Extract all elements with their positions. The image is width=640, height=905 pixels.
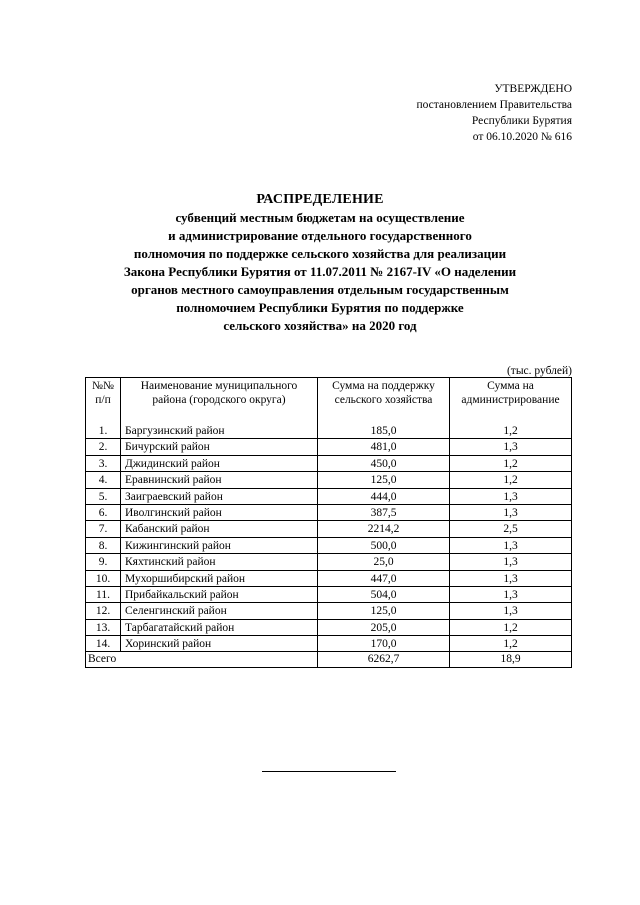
approval-block bbox=[416, 81, 572, 145]
approval-republic: Республики Бурятия bbox=[471, 115, 572, 127]
approval-status: УТВЕРЖДЕНО bbox=[494, 83, 572, 95]
approval-decree: постановлением Правительства bbox=[416, 99, 572, 111]
title-line: и администрирование отдельного государственного bbox=[168, 228, 472, 243]
row-support: 504,0 bbox=[318, 586, 450, 602]
row-number: 13. bbox=[86, 619, 121, 635]
row-number: 11. bbox=[86, 586, 121, 602]
row-name: Хоринский район bbox=[121, 636, 318, 652]
document-title bbox=[60, 191, 580, 335]
table-row bbox=[86, 488, 572, 504]
row-support: 447,0 bbox=[318, 570, 450, 586]
header-support: Сумма на поддержку сельского хозяйства bbox=[318, 378, 450, 424]
total-row bbox=[86, 652, 572, 667]
header-num: №№ п/п bbox=[86, 378, 121, 424]
row-admin: 2,5 bbox=[450, 521, 572, 537]
row-admin: 1,3 bbox=[450, 586, 572, 602]
row-support: 185,0 bbox=[318, 423, 450, 439]
table-row bbox=[86, 455, 572, 471]
row-support: 205,0 bbox=[318, 619, 450, 635]
title-line: субвенций местным бюджетам на осуществление bbox=[175, 210, 465, 225]
table-row bbox=[86, 423, 572, 439]
row-admin: 1,3 bbox=[450, 603, 572, 619]
table-row bbox=[86, 619, 572, 635]
row-name: Заиграевский район bbox=[121, 488, 318, 504]
row-support: 2214,2 bbox=[318, 521, 450, 537]
row-name: Тарбагатайский район bbox=[121, 619, 318, 635]
approval-date-number: от 06.10.2020 № 616 bbox=[472, 131, 572, 143]
row-admin: 1,2 bbox=[450, 472, 572, 488]
row-number: 10. bbox=[86, 570, 121, 586]
table-row bbox=[86, 570, 572, 586]
row-admin: 1,2 bbox=[450, 619, 572, 635]
row-support: 25,0 bbox=[318, 554, 450, 570]
table-row bbox=[86, 504, 572, 520]
row-admin: 1,3 bbox=[450, 488, 572, 504]
row-name: Прибайкальский район bbox=[121, 586, 318, 602]
row-admin: 1,3 bbox=[450, 439, 572, 455]
title-line: Закона Республики Бурятия от 11.07.2011 № 2167-IV «О наделении bbox=[123, 264, 517, 279]
row-name: Иволгинский район bbox=[121, 504, 318, 520]
total-label: Всего bbox=[86, 652, 318, 667]
row-admin: 1,3 bbox=[450, 504, 572, 520]
row-number: 2. bbox=[86, 439, 121, 455]
title-line: органов местного самоуправления отдельным государственным bbox=[131, 282, 509, 297]
title-line: сельского хозяйства» на 2020 год bbox=[223, 318, 417, 333]
table-row bbox=[86, 521, 572, 537]
row-number: 14. bbox=[86, 636, 121, 652]
row-number: 8. bbox=[86, 537, 121, 553]
row-support: 125,0 bbox=[318, 472, 450, 488]
signature-line bbox=[262, 771, 396, 772]
row-number: 7. bbox=[86, 521, 121, 537]
row-support: 170,0 bbox=[318, 636, 450, 652]
row-name: Мухоршибирский район bbox=[121, 570, 318, 586]
row-support: 481,0 bbox=[318, 439, 450, 455]
title-line: полномочием Республики Бурятия по поддержке bbox=[176, 300, 464, 315]
row-number: 5. bbox=[86, 488, 121, 504]
total-admin: 18,9 bbox=[450, 652, 572, 667]
row-number: 3. bbox=[86, 455, 121, 471]
table-row bbox=[86, 554, 572, 570]
header-name: Наименование муниципального района (городского округа) bbox=[121, 378, 318, 424]
distribution-table bbox=[85, 377, 572, 668]
row-support: 450,0 bbox=[318, 455, 450, 471]
row-admin: 1,3 bbox=[450, 570, 572, 586]
row-support: 500,0 bbox=[318, 537, 450, 553]
title-line: полномочия по поддержке сельского хозяйства для реализации bbox=[133, 246, 507, 261]
row-number: 6. bbox=[86, 504, 121, 520]
table-row bbox=[86, 586, 572, 602]
units-label: (тыс. рублей) bbox=[506, 365, 572, 377]
row-number: 12. bbox=[86, 603, 121, 619]
row-name: Кижингинский район bbox=[121, 537, 318, 553]
table-row bbox=[86, 439, 572, 455]
row-support: 125,0 bbox=[318, 603, 450, 619]
row-name: Кабанский район bbox=[121, 521, 318, 537]
row-number: 9. bbox=[86, 554, 121, 570]
row-support: 444,0 bbox=[318, 488, 450, 504]
row-number: 1. bbox=[86, 423, 121, 439]
row-name: Баргузинский район bbox=[121, 423, 318, 439]
row-name: Джидинский район bbox=[121, 455, 318, 471]
table-row bbox=[86, 472, 572, 488]
row-support: 387,5 bbox=[318, 504, 450, 520]
row-admin: 1,3 bbox=[450, 537, 572, 553]
row-name: Кяхтинский район bbox=[121, 554, 318, 570]
table-row bbox=[86, 603, 572, 619]
row-admin: 1,3 bbox=[450, 554, 572, 570]
row-admin: 1,2 bbox=[450, 636, 572, 652]
table-header-row bbox=[86, 378, 572, 424]
table-row bbox=[86, 537, 572, 553]
total-support: 6262,7 bbox=[318, 652, 450, 667]
row-admin: 1,2 bbox=[450, 455, 572, 471]
row-admin: 1,2 bbox=[450, 423, 572, 439]
title-heading: РАСПРЕДЕЛЕНИЕ bbox=[256, 192, 384, 207]
row-name: Бичурский район bbox=[121, 439, 318, 455]
row-number: 4. bbox=[86, 472, 121, 488]
row-name: Еравнинский район bbox=[121, 472, 318, 488]
row-name: Селенгинский район bbox=[121, 603, 318, 619]
header-admin: Сумма на администрирование bbox=[450, 378, 572, 424]
table-row bbox=[86, 636, 572, 652]
